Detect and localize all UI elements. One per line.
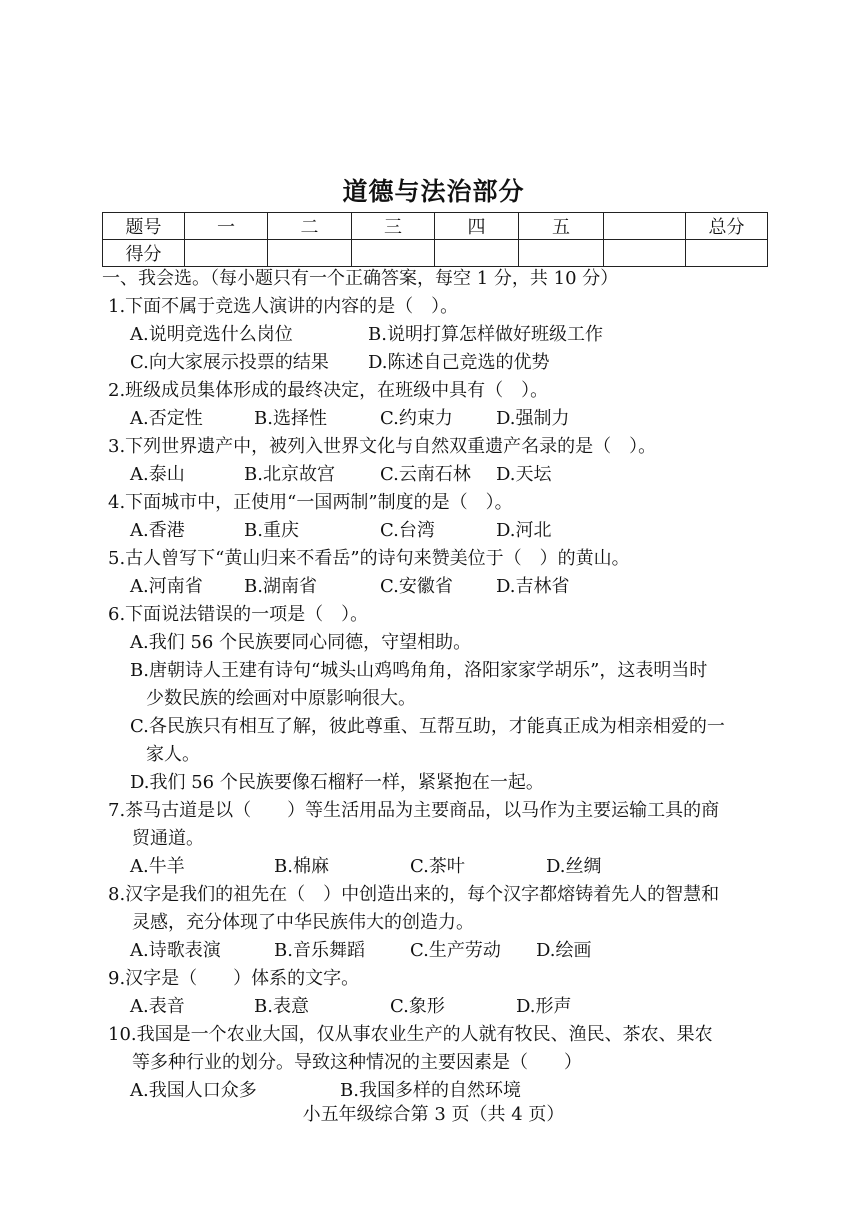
option-b: B.我国多样的自然环境	[340, 1080, 521, 1101]
option-c: C.约束力	[380, 408, 453, 429]
option-a: A.否定性	[130, 408, 203, 429]
question-4: 4.下面城市中，正使用“一国两制”制度的是（ ）。	[108, 492, 513, 513]
option-c: C.安徽省	[380, 576, 453, 597]
score-header-cell	[604, 213, 686, 240]
option-b: B.选择性	[254, 408, 327, 429]
question-1-options-row2	[108, 349, 768, 377]
option-d: D.河北	[496, 520, 552, 541]
page-footer: 小五年级综合第 3 页（共 4 页）	[302, 1104, 565, 1125]
score-cell	[686, 240, 768, 267]
score-cell	[352, 240, 435, 267]
score-cell	[268, 240, 352, 267]
question-7-continued: 贸通道。	[132, 828, 204, 849]
score-table-score-row	[103, 240, 768, 267]
option-d: D.陈述自己竞选的优势	[368, 352, 550, 373]
score-row-label: 得分	[103, 240, 185, 267]
option-a: A.我国人口众多	[130, 1080, 257, 1101]
option-b: B.湖南省	[244, 576, 317, 597]
option-d: D.吉林省	[496, 576, 570, 597]
score-table-header-row	[103, 213, 768, 240]
option-d: D.我们 56 个民族要像石榴籽一样，紧紧抱在一起。	[130, 772, 544, 793]
option-a: A.诗歌表演	[130, 940, 221, 961]
option-a: A.我们 56 个民族要同心同德，守望相助。	[130, 632, 472, 653]
option-b: B.表意	[254, 996, 309, 1017]
option-a: A.牛羊	[130, 856, 185, 877]
option-d: D.丝绸	[546, 856, 602, 877]
question-6: 6.下面说法错误的一项是（ ）。	[108, 604, 369, 625]
question-9-options	[108, 993, 768, 1021]
option-c: C.向大家展示投票的结果	[130, 352, 329, 373]
question-4-options	[108, 517, 768, 545]
score-cell	[604, 240, 686, 267]
question-2: 2.班级成员集体形成的最终决定，在班级中具有（ ）。	[108, 380, 549, 401]
question-8: 8.汉字是我们的祖先在（ ）中创造出来的，每个汉字都熔铸着先人的智慧和	[108, 884, 720, 905]
option-b: B.唐朝诗人王建有诗句“城头山鸡鸣角角，洛阳家家学胡乐”，这表明当时	[130, 660, 708, 681]
score-table	[102, 212, 768, 267]
page-title: 道德与法治部分	[342, 177, 525, 206]
question-8-options	[108, 937, 768, 965]
question-8-continued: 灵感，充分体现了中华民族伟大的创造力。	[132, 912, 474, 933]
question-3-options	[108, 461, 768, 489]
option-b: B.棉麻	[274, 856, 329, 877]
option-c: C.象形	[390, 996, 445, 1017]
option-a: A.泰山	[130, 464, 185, 485]
option-d: D.绘画	[536, 940, 592, 961]
score-header-cell: 一	[185, 213, 268, 240]
score-cell	[435, 240, 519, 267]
score-cell	[519, 240, 604, 267]
option-a: A.表音	[130, 996, 185, 1017]
score-header-cell: 总分	[686, 213, 768, 240]
option-b: B.北京故宫	[244, 464, 335, 485]
question-9: 9.汉字是（ ）体系的文字。	[108, 968, 360, 989]
option-b: B.音乐舞蹈	[274, 940, 365, 961]
question-2-options	[108, 405, 768, 433]
option-c: C.生产劳动	[410, 940, 501, 961]
option-a: A.说明竞选什么岗位	[130, 324, 293, 345]
section-heading: 一、我会选。（每小题只有一个正确答案，每空 1 分，共 10 分）	[102, 268, 619, 289]
option-c: C.台湾	[380, 520, 435, 541]
score-cell	[185, 240, 268, 267]
option-d: D.形声	[516, 996, 572, 1017]
question-3: 3.下列世界遗产中，被列入世界文化与自然双重遗产名录的是（ ）。	[108, 436, 657, 457]
score-header-cell: 二	[268, 213, 352, 240]
score-header-cell: 题号	[103, 213, 185, 240]
question-10-continued: 等多种行业的划分。导致这种情况的主要因素是（ ）	[132, 1052, 582, 1073]
question-1: 1.下面不属于竞选人演讲的内容的是（ ）。	[108, 296, 459, 317]
option-c: C.云南石林	[380, 464, 471, 485]
option-a: A.香港	[130, 520, 185, 541]
question-section	[102, 265, 768, 1105]
option-c: C.各民族只有相互了解，彼此尊重、互帮互助，才能真正成为相亲相爱的一	[130, 716, 725, 737]
option-b: B.说明打算怎样做好班级工作	[368, 324, 603, 345]
question-5-options	[108, 573, 768, 601]
option-c: C.茶叶	[410, 856, 465, 877]
option-b: B.重庆	[244, 520, 299, 541]
question-10: 10.我国是一个农业大国，仅从事农业生产的人就有牧民、渔民、茶农、果农	[108, 1024, 713, 1045]
question-1-options-row1	[108, 321, 768, 349]
question-7-options	[108, 853, 768, 881]
score-header-cell: 五	[519, 213, 604, 240]
option-d: D.强制力	[496, 408, 570, 429]
option-c-continued: 家人。	[146, 744, 200, 765]
option-a: A.河南省	[130, 576, 203, 597]
question-7: 7.茶马古道是以（ ）等生活用品为主要商品，以马作为主要运输工具的商	[108, 800, 720, 821]
score-header-cell: 四	[435, 213, 519, 240]
option-b-continued: 少数民族的绘画对中原影响很大。	[146, 688, 416, 709]
score-header-cell: 三	[352, 213, 435, 240]
question-5: 5.古人曾写下“黄山归来不看岳”的诗句来赞美位于（ ）的黄山。	[108, 548, 630, 569]
option-d: D.天坛	[496, 464, 552, 485]
